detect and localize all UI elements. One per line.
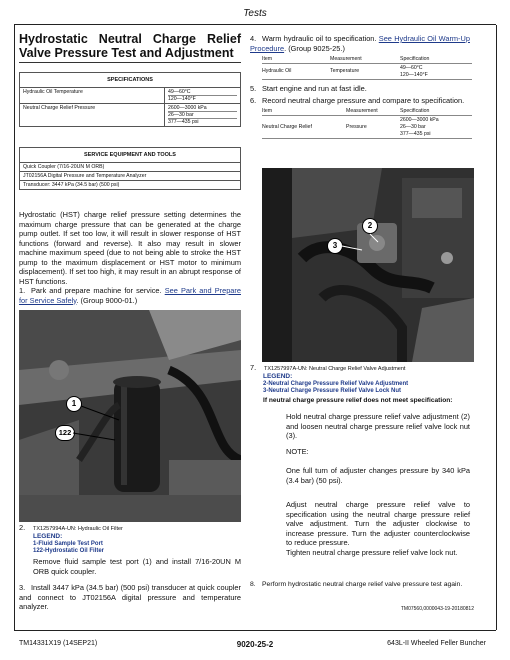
oil-warmup-link[interactable]: See Hydraulic Oil Warm-Up Procedure	[250, 34, 470, 53]
equipment-item: JT02156A Digital Pressure and Temperature Analyzer	[20, 172, 241, 181]
note-label: NOTE:	[286, 447, 309, 456]
spec-header: Specification	[400, 56, 430, 62]
equipment-item: Quick Coupler (7/16-20UN M ORB)	[20, 163, 241, 172]
left-border	[14, 25, 15, 630]
tighten-text: Tighten neutral charge pressure relief valve lock nut.	[286, 548, 458, 557]
callout-3: 3	[327, 238, 343, 254]
spec-header: Item	[262, 56, 273, 62]
spec-value: 2600—3000 kPa	[400, 117, 439, 123]
spec-value: 377—435 psi	[400, 131, 431, 137]
spec-value: 49—60°C	[400, 65, 423, 71]
equipment-table	[19, 147, 241, 190]
spec-value: 2600—3000 kPa 26—30 bar 377—435 psi	[165, 104, 241, 127]
specifications-heading: SPECIFICATIONS	[20, 73, 241, 88]
step-2-text: Remove fluid sample test port (1) and install 7/16-20UN M ORB quick coupler.	[33, 557, 241, 576]
hydraulic-oil-filter-figure	[19, 310, 241, 522]
intro-paragraph: Hydrostatic (HST) charge relief pressure setting determines the maximum charge pressure that can be generated at the charge pump outlet. If set too low, it will result in slower response of HST functions (forward and reverse). It also may result in slower machine maximum speed (due to not being able to stroke the HST pump to the maximum displacement or HST motor to minimum displacement). If set too high, it may result in an abrupt response of HST functions.	[19, 210, 241, 286]
spec-measurement: Pressure	[346, 124, 367, 130]
spec-header: Specification	[400, 108, 430, 114]
page-title: Hydrostatic Neutral Charge Relief Valve Pressure Test and Adjustment	[19, 32, 241, 60]
hold-text: Hold neutral charge pressure relief valve adjustment (2) and loosen neutral charge pressure relief valve lock nut (3).	[286, 412, 470, 440]
step-6: 6. Record neutral charge pressure and compare to specification.	[250, 96, 465, 105]
right-figure-caption: 7. TX1257997A-UN: Neutral Charge Relief Valve Adjustment	[250, 363, 406, 372]
spec-value: 26—30 bar	[400, 124, 426, 130]
footer-rule	[14, 630, 496, 631]
step-3: 3. Install 3447 kPa (34.5 bar) (500 psi) transducer at quick coupler and connect to JT02156A digital pressure and temperature analyzer.	[19, 583, 241, 611]
document-code: TM07560,0000043-19-20180812	[400, 606, 474, 612]
spec-measurement: Temperature	[330, 68, 360, 74]
left-legend-item: 1-Fluid Sample Test Port	[33, 541, 103, 547]
spec-label: Hydraulic Oil Temperature	[20, 88, 165, 104]
spec-header: Item	[262, 108, 273, 114]
spec-label: Neutral Charge Relief Pressure	[20, 104, 165, 127]
park-prepare-link[interactable]: See Park and Prepare for Service Safely	[19, 286, 241, 305]
callout-1: 1	[66, 396, 82, 412]
header-rule	[14, 24, 496, 25]
adjust-text: Adjust neutral charge pressure relief valve to specification using the neutral charge pressure relief valve adjustment. Turn the adjuster clockwise to increase pressure. Turn the adjuster counterclockwise to reduce pressure.	[286, 500, 470, 547]
equipment-heading: SERVICE EQUIPMENT AND TOOLS	[20, 148, 241, 163]
section-header: Tests	[243, 8, 267, 19]
callout-leaders	[262, 168, 474, 362]
callout-2: 2	[362, 218, 378, 234]
title-rule	[19, 62, 241, 63]
right-legend-title: LEGEND:	[263, 373, 293, 380]
specifications-table	[19, 72, 241, 127]
footer-left: TM14331X19 (14SEP21)	[19, 640, 98, 647]
callout-leaders	[19, 310, 241, 522]
spec-value: 120—140°F	[400, 72, 428, 78]
left-legend-item: 122-Hydrostatic Oil Filter	[33, 548, 105, 554]
relief-valve-figure	[262, 168, 474, 362]
left-figure-caption: 2. TX1257994A-UN: Hydraulic Oil Filter	[19, 523, 123, 532]
spec-table-2	[262, 108, 472, 139]
spec-table-1	[262, 56, 472, 80]
note-text: One full turn of adjuster changes pressure by 340 kPa (3.4 bar) (50 psi).	[286, 466, 470, 485]
right-legend-item: 3-Neutral Charge Pressure Relief Valve Lock Nut	[263, 388, 402, 394]
equipment-item: Transducer: 3447 kPa (34.5 bar) (500 psi)	[20, 181, 241, 190]
spec-item: Hydraulic Oil	[262, 68, 292, 74]
step-5: 5. Start engine and run at fast idle.	[250, 84, 367, 93]
step-8: 8. Perform hydrostatic neutral charge relief valve pressure test again.	[250, 581, 463, 588]
spec-item: Neutral Charge Relief	[262, 124, 312, 130]
callout-122: 122	[55, 425, 75, 441]
spec-header: Measurement	[346, 108, 378, 114]
right-border	[496, 25, 497, 630]
step-1: 1. Park and prepare machine for service. See Park and Prepare for Service Safely. (Group 9000-01.)	[19, 286, 241, 305]
footer-page-number: 9020-25-2	[236, 640, 274, 649]
spec-header: Measurement	[330, 56, 362, 62]
step-4: 4. Warm hydraulic oil to specification. See Hydraulic Oil Warm-Up Procedure. (Group 9025-25.)	[250, 34, 470, 53]
spec-value: 49—60°C 120—140°F	[165, 88, 241, 104]
left-legend-title: LEGEND:	[33, 533, 63, 540]
condition-text: If neutral charge pressure relief does not meet specification:	[263, 397, 453, 404]
right-legend-item: 2-Neutral Charge Pressure Relief Valve Adjustment	[263, 381, 409, 387]
footer-right: 643L-II Wheeled Feller Buncher	[387, 640, 486, 647]
